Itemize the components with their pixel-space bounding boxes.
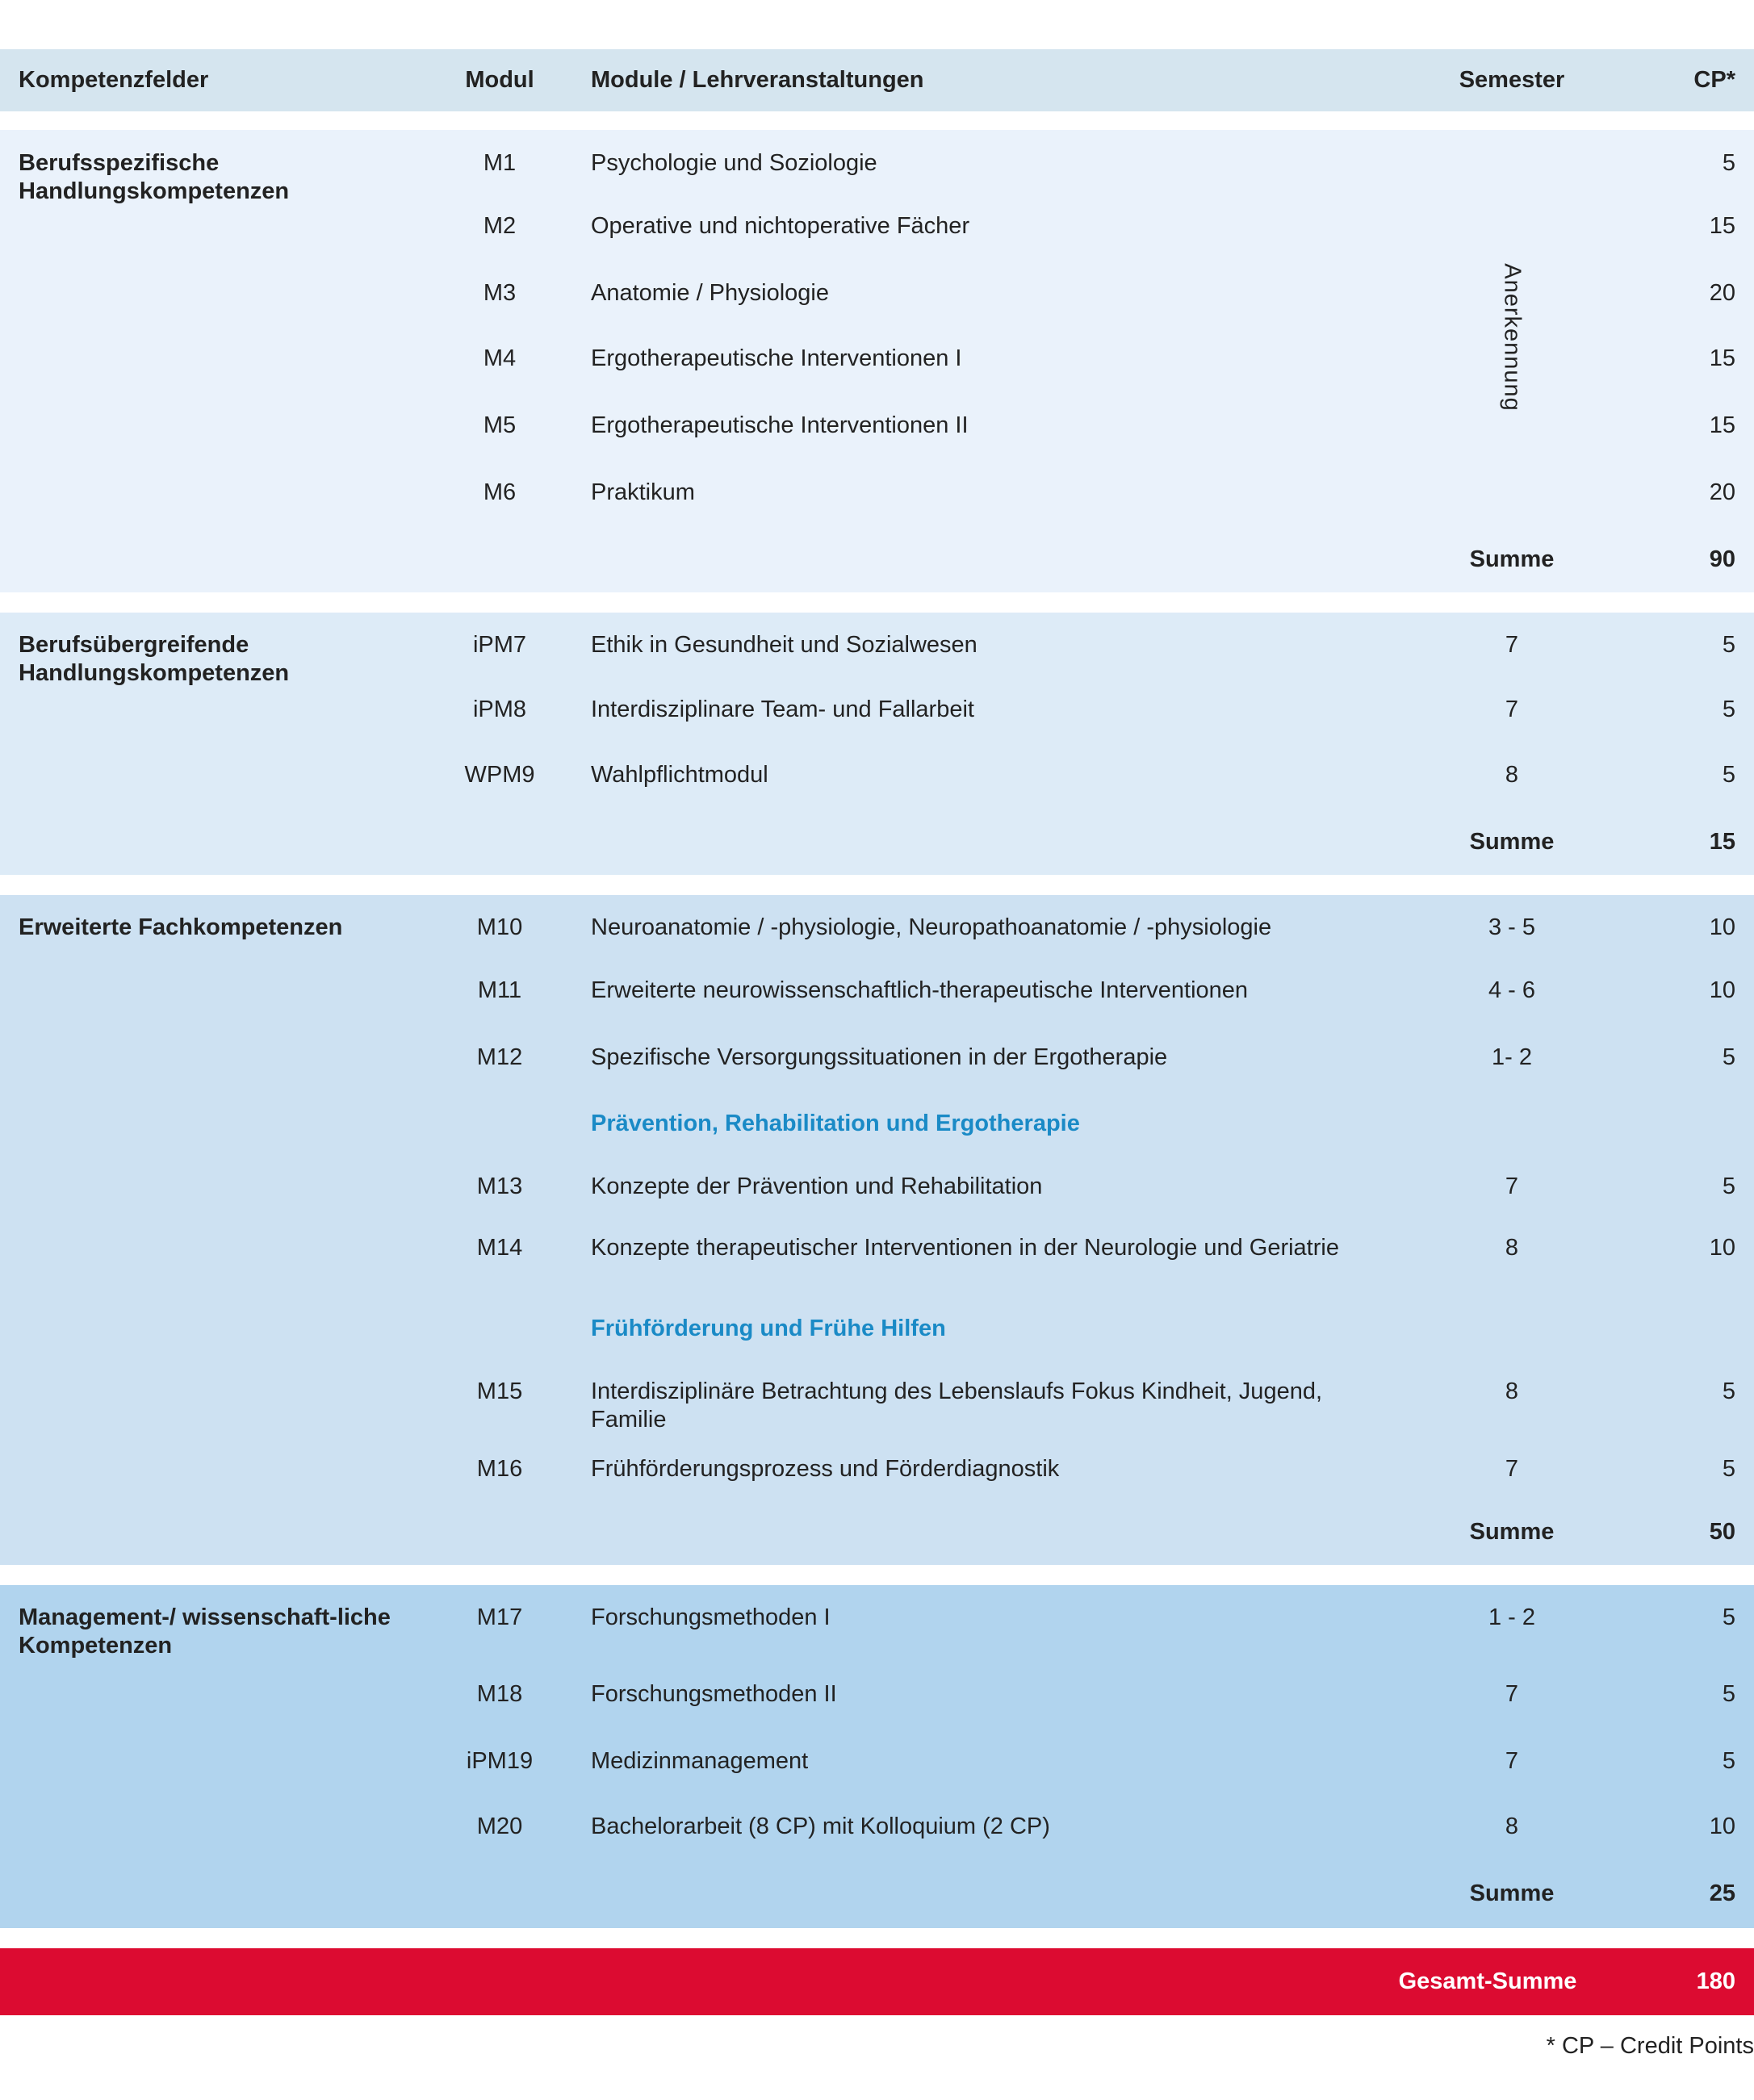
sum-value: 25 [1709, 1880, 1735, 1906]
semester: 7 [1505, 1681, 1519, 1707]
modul-code: M20 [476, 1813, 523, 1839]
semester: 8 [1505, 1235, 1519, 1261]
modul-code: M1 [483, 150, 517, 176]
semester: 3 - 5 [1488, 914, 1536, 940]
subheading: Prävention, Rehabilitation und Ergotherapie [591, 1111, 1080, 1136]
semester: 7 [1505, 1173, 1519, 1199]
semester: 1 - 2 [1488, 1604, 1536, 1630]
cp: 5 [1722, 1173, 1735, 1199]
modul-code: M17 [476, 1604, 523, 1630]
module-name: Psychologie und Soziologie [591, 150, 877, 176]
module-name: Forschungsmethoden II [591, 1681, 837, 1707]
cp: 10 [1709, 977, 1735, 1003]
cp: 5 [1722, 150, 1735, 176]
kompetenzfeld: Management-/ wissenschaft-liche Kompetenzen [19, 1604, 391, 1659]
semester: 7 [1505, 1748, 1519, 1774]
cp: 5 [1722, 1378, 1735, 1404]
cp: 5 [1722, 1604, 1735, 1630]
cp: 15 [1709, 345, 1735, 371]
module-name: Konzepte therapeutischer Interventionen in der Neurologie und Geriatrie [591, 1235, 1339, 1261]
cp: 5 [1722, 1748, 1735, 1774]
modul-code: iPM7 [472, 632, 527, 658]
modul-code: iPM8 [472, 697, 527, 722]
kompetenzfeld: Erweiterte Fachkompetenzen [19, 914, 343, 940]
kompetenzfeld: Berufsspezifische Handlungskompetenzen [19, 150, 290, 204]
sum-label: Summe [1469, 1519, 1555, 1545]
header-modul: Modul [465, 67, 534, 93]
modul-code: WPM9 [464, 762, 535, 788]
module-name: Forschungsmethoden I [591, 1604, 831, 1630]
kompetenzfeld: Berufsübergreifende Handlungskompetenzen [19, 632, 290, 686]
modul-code: M16 [476, 1456, 523, 1482]
cp: 20 [1709, 280, 1735, 306]
cp: 10 [1709, 1235, 1735, 1261]
module-name: Interdisziplinäre Betrachtung des Lebenslaufs Fokus Kindheit, Jugend, Familie [591, 1378, 1323, 1433]
header-semester: Semester [1459, 67, 1565, 93]
total-label: Gesamt-Summe [1398, 1968, 1577, 1994]
semester: 4 - 6 [1488, 977, 1536, 1003]
cp: 5 [1722, 1044, 1735, 1070]
semester: 7 [1505, 697, 1519, 722]
modul-code: M12 [476, 1044, 523, 1070]
header-module: Module / Lehrveranstaltungen [591, 67, 924, 93]
cp: 5 [1722, 632, 1735, 658]
modul-code: M6 [483, 479, 517, 505]
header-kompetenzfelder: Kompetenzfelder [19, 67, 209, 93]
section-1 [0, 130, 1754, 592]
modul-code: iPM19 [466, 1748, 534, 1774]
sum-label: Summe [1469, 1880, 1555, 1906]
sum-label: Summe [1469, 829, 1555, 855]
modul-code: M10 [476, 914, 523, 940]
section-3 [0, 895, 1754, 1565]
module-name: Ergotherapeutische Interventionen I [591, 345, 962, 371]
module-name: Anatomie / Physiologie [591, 280, 829, 306]
table-header [0, 49, 1754, 111]
module-name: Wahlpflichtmodul [591, 762, 768, 788]
module-name: Frühförderungsprozess und Förderdiagnostik [591, 1456, 1060, 1482]
modul-code: M2 [483, 213, 517, 239]
sum-value: 15 [1709, 829, 1735, 855]
sum-value: 50 [1709, 1519, 1735, 1545]
sum-label: Summe [1469, 546, 1555, 572]
modul-code: M13 [476, 1173, 523, 1199]
semester: 7 [1505, 1456, 1519, 1482]
semester: 7 [1505, 632, 1519, 658]
modul-code: M15 [476, 1378, 523, 1404]
module-name: Bachelorarbeit (8 CP) mit Kolloquium (2 CP) [591, 1813, 1050, 1839]
module-name: Konzepte der Prävention und Rehabilitation [591, 1173, 1043, 1199]
subheading: Frühförderung und Frühe Hilfen [591, 1316, 946, 1341]
cp: 5 [1722, 1681, 1735, 1707]
module-name: Erweiterte neurowissenschaftlich-therapeutische Interventionen [591, 977, 1249, 1003]
module-name: Medizinmanagement [591, 1748, 809, 1774]
sum-value: 90 [1709, 546, 1735, 572]
modul-code: M18 [476, 1681, 523, 1707]
modul-code: M5 [483, 412, 517, 438]
semester: 1- 2 [1492, 1044, 1532, 1070]
cp: 15 [1709, 213, 1735, 239]
module-name: Ergotherapeutische Interventionen II [591, 412, 969, 438]
modul-code: M11 [477, 977, 522, 1003]
footnote: * CP – Credit Points [1546, 2033, 1754, 2059]
cp: 10 [1709, 914, 1735, 940]
modul-code: M3 [483, 280, 517, 306]
total-value: 180 [1696, 1968, 1735, 1994]
cp: 5 [1722, 1456, 1735, 1482]
modul-code: M4 [483, 345, 517, 371]
cp: 5 [1722, 762, 1735, 788]
cp: 5 [1722, 697, 1735, 722]
cp: 10 [1709, 1813, 1735, 1839]
module-name: Praktikum [591, 479, 695, 505]
modul-code: M14 [476, 1235, 523, 1261]
semester: 8 [1505, 1378, 1519, 1404]
cp: 15 [1709, 412, 1735, 438]
total-row [0, 1948, 1754, 2015]
header-cp: CP* [1693, 67, 1735, 93]
module-name: Operative und nichtoperative Fächer [591, 213, 970, 239]
section-2 [0, 613, 1754, 875]
semester: 8 [1505, 762, 1519, 788]
module-name: Interdisziplinare Team- und Fallarbeit [591, 697, 974, 722]
module-name: Spezifische Versorgungssituationen in der Ergotherapie [591, 1044, 1168, 1070]
cp: 20 [1709, 479, 1735, 505]
module-name: Neuroanatomie / -physiologie, Neuropathoanatomie / -physiologie [591, 914, 1272, 940]
semester: 8 [1505, 1813, 1519, 1839]
semester-note: Anerkennung [1499, 263, 1526, 412]
module-name: Ethik in Gesundheit und Sozialwesen [591, 632, 977, 658]
section-4 [0, 1585, 1754, 1928]
